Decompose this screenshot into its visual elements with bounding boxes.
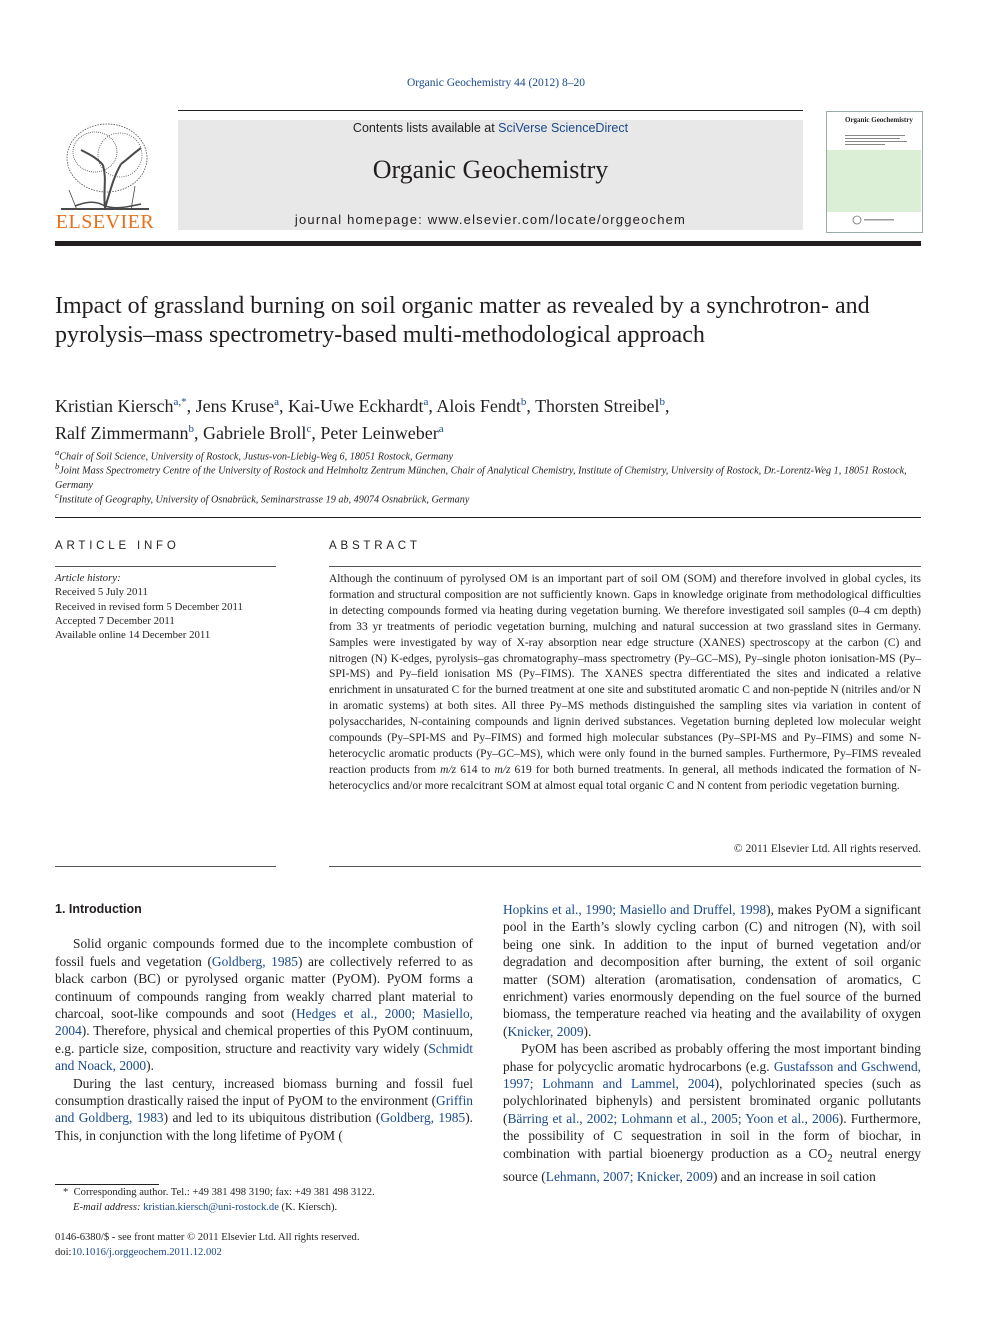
body-column-right <box>503 901 921 1185</box>
contents-prefix: Contents lists available at <box>352 121 499 135</box>
citation-link[interactable]: Knicker, 2009 <box>507 1023 584 1039</box>
intro-paragraph-3: PyOM has been ascribed as probably offering the most important binding phase for polycyclic aromatic hydrocarbons (e.g. Gustafsson and Gschwend, 1997; Lohmann and Lammel, 2004), polychlorinated species (such as polychlorinated biphenyls) and persistent brominated organic pollutants (Bärring et al., 2002; Lohmann et al., 2005; Yoon et al., 2006). Furthermore, the possibility of C sequestration in soil in the form of biochar, in combination with partial bioenergy production as a $CO_2$ neutral energy source (Lehmann, 2007; Knicker, 2009) and an increase in soil cation <box>503 1041 922 1184</box>
affiliation: $^b$Joint Mass Spectrometry Centre of the University of Rostock and Helmholtz Zentrum München, Chair of Analytical Chemistry, Institute of Chemistry, University of Rostock, Dr.-Lorentz-Weg 1, 18051 Rostock, Germany <box>55 461 907 491</box>
footnote-marker: * <box>63 1187 69 1198</box>
abstract-rule <box>329 566 921 567</box>
footnote-rule <box>55 1184 159 1185</box>
received-date: Received 5 July 2011 <box>55 586 148 599</box>
author[interactable]: Peter Leinweber$^a$ <box>320 423 444 443</box>
author[interactable]: Ralf Zimmermann$^b$ <box>55 423 194 443</box>
sciencedirect-link[interactable]: SciVerse ScienceDirect <box>498 121 629 135</box>
affiliation: $^c$Institute of Geography, University of Osnabrück, Seminarstrasse 19 ab, 49074 Osnabrück, Germany <box>55 490 470 506</box>
citation-link[interactable]: Bärring et al., 2002; Lohmann et al., 2005; Yoon et al., 2006 <box>507 1110 839 1126</box>
article-info-heading: ARTICLE INFO <box>55 540 180 552</box>
author[interactable]: Jens Kruse$^a$ <box>195 396 279 416</box>
revised-date: Received in revised form 5 December 2011 <box>55 600 243 613</box>
contents-line <box>178 121 803 135</box>
author[interactable]: Thorsten Streibel$^b$ <box>535 396 666 416</box>
citation-link[interactable]: Goldberg, 1985 <box>211 953 298 969</box>
journal-citation[interactable]: Organic Geochemistry 44 (2012) 8–20 <box>407 77 585 89</box>
intro-paragraph-1: Solid organic compounds formed due to the incomplete combustion of fossil fuels and vegetation (Goldberg, 1985) are collectively referred to as black carbon (BC) or pyrolysed organic matter (PyOM). PyOM forms a continuum of compounds ranging from weakly charred plant material to charcoal, soot-like compounds and soot (Hedges et al., 2000; Masiello, 2004). Therefore, physical and chemical properties of this PyOM continuum, e.g. particle size, composition, structure and reactivity vary widely (Schmidt and Noack, 2000). <box>55 936 474 1074</box>
accepted-date: Accepted 7 December 2011 <box>55 614 175 627</box>
intro-paragraph-2: During the last century, increased biomass burning and fossil fuel consumption drastically raised the input of PyOM to the environment (Griffin and Goldberg, 1983) and led to its ubiquitous distribution (Goldberg, 1985). This, in conjunction with the long lifetime of PyOM ( <box>55 1075 473 1143</box>
section-heading-introduction: 1. Introduction <box>55 902 142 916</box>
cover-green-band <box>827 150 921 212</box>
citation-link[interactable]: Schmidt and Noack, 2000 <box>55 1040 473 1074</box>
cover-title: Organic Geochemistry <box>845 116 913 124</box>
abstract-copyright: © 2011 Elsevier Ltd. All rights reserved. <box>733 843 921 855</box>
header-top-rule <box>178 110 803 111</box>
email-link[interactable]: kristian.kiersch@uni-rostock.de <box>143 1201 279 1213</box>
email-label: E-mail address: <box>73 1201 141 1213</box>
journal-homepage <box>178 212 803 227</box>
abstract-bottom-rule <box>329 866 921 867</box>
elsevier-wordmark: ELSEVIER <box>55 211 155 233</box>
citation-link[interactable]: Gustafsson and Gschwend, 1997; Lohmann and Lammel, 2004 <box>503 1058 921 1092</box>
body-column-left <box>55 901 473 1144</box>
corresponding-author-footnote: * Corresponding author. Tel.: +49 381 498 3190; fax: +49 381 498 3122. E-mail address: kristian.kiersch@uni-rostock.de (K. Kiersch). <box>63 1187 375 1213</box>
author[interactable]: Alois Fendt$^b$ <box>436 396 527 416</box>
citation-link[interactable]: Hopkins et al., 1990; Masiello and Druffel, 1998 <box>503 902 767 917</box>
affiliation: $^a$Chair of Soil Science, University of Rostock, Justus-von-Liebig-Weg 6, 18051 Rostock, Germany <box>55 447 453 463</box>
abstract-heading: ABSTRACT <box>329 540 421 552</box>
issn-line: 0146-6380/$ - see front matter © 2011 Elsevier Ltd. All rights reserved. <box>55 1232 360 1243</box>
doi-line: doi:10.1016/j.orggeochem.2011.12.002 <box>55 1246 222 1258</box>
citation-link[interactable]: Lehmann, 2007; Knicker, 2009 <box>545 1168 713 1184</box>
article-history <box>55 571 285 642</box>
author[interactable]: Gabriele Broll$^c$ <box>202 423 312 443</box>
cover-publisher-mark <box>852 215 897 225</box>
history-label: Article history: <box>55 572 121 584</box>
citation-link[interactable]: Hedges et al., 2000; Masiello, 2004 <box>55 1006 473 1039</box>
citation-link[interactable]: Griffin and Goldberg, 1983 <box>55 1093 473 1126</box>
doi-link[interactable]: 10.1016/j.orggeochem.2011.12.002 <box>71 1246 222 1258</box>
header-thick-rule <box>55 241 921 246</box>
author[interactable]: Kai-Uwe Eckhardt$^a$ <box>288 396 429 416</box>
issn-doi-block <box>55 1231 495 1260</box>
author[interactable]: Kristian Kiersch$^{a,*}$ <box>55 396 187 416</box>
online-date: Available online 14 December 2011 <box>55 629 211 642</box>
homepage-url[interactable]: www.elsevier.com/locate/orggeochem <box>427 212 687 227</box>
paper-title: Impact of grassland burning on soil organic matter as revealed by a synchrotron- and pyrolysis–mass spectrometry-based multi-methodological approach <box>55 293 870 348</box>
abstract-text: Although the continuum of pyrolysed OM is an important part of soil OM (SOM) and therefore involved in global cycles, its formation and structural composition are not sufficiently known. Gaps in knowledge originate from methodological difficulties in detecting compounds formed via heating during vegetation burning. We therefore investigated soil samples (0–4 cm depth) from 33 yr treatments of periodic vegetation burning, mulching and natural succession at two grassland sites in Germany. Samples were investigated by way of X-ray absorption near edge structure (XANES) spectroscopy at the carbon (C) and nitrogen (N) K-edges, pyrolysis–gas chromatography–mass spectrometry (Py–GC–MS), Py–single photon ionisation-MS (Py–SPI-MS) and Py–field ionisation MS (Py–FIMS). The XANES spectra differentiated the sites and indicated a relative enrichment in unsaturated C for the burned treatment at one site and substituted aromatic C and non-peptide N (nitriles and/or N in aromatic systems) at both sites. All three Py–MS methods distinguished the sampling sites via variation in content of polysaccharides, N-containing compounds and lignin derived substances. Vegetation burning depleted low molecular weight compounds (Py–SPI-MS and Py–FIMS) and formed high molecular substances (Py–SPI-MS and Py–FIMS) and some N-heterocyclic aromatic products (Py–GC–MS), which were only found in the burned samples. Furthermore, Py–FIMS revealed reaction products from m/z 614 to m/z 619 for both burned treatments. In general, all methods indicated the formation of N-heterocyclics and/or more recalcitrant SOM at almost equal total organic C and N content from periodic vegetation burning. <box>329 573 922 792</box>
journal-title: Organic Geochemistry <box>372 155 609 184</box>
citation-link[interactable]: Goldberg, 1985 <box>380 1110 466 1126</box>
author-list: Kristian Kiersch$^{a,*}$, Jens Kruse$^a$, Kai-Uwe Eckhardt$^a$, Alois Fendt$^b$, Thorsten Streibel$^b$, Ralf Zimmermann$^b$, Gabriele Broll$^c$, Peter Leinweber$^a$ <box>55 396 670 443</box>
article-info-bottom-rule <box>55 866 276 867</box>
cover-text-lines <box>845 134 915 146</box>
article-info-rule <box>55 566 276 567</box>
intro-paragraph-2-cont: Hopkins et al., 1990; Masiello and Druffel, 1998), makes PyOM a significant pool in the Earth’s slowly cycling carbon (C) and nitrogen (N), with soil being one sink. In addition to the input of burned vegetation and/or degradation and decomposition after burning, the extent of soil organic matter (SOM) alteration (aromatisation, condensation of aromatics, C enrichment) varies enormously depending on the fuel source of the burned biomass, the temperature reached via heating and the availability of oxygen (Knicker, 2009). <box>503 902 921 1039</box>
title-block-rule <box>55 517 921 518</box>
homepage-prefix: journal homepage: <box>294 212 428 227</box>
